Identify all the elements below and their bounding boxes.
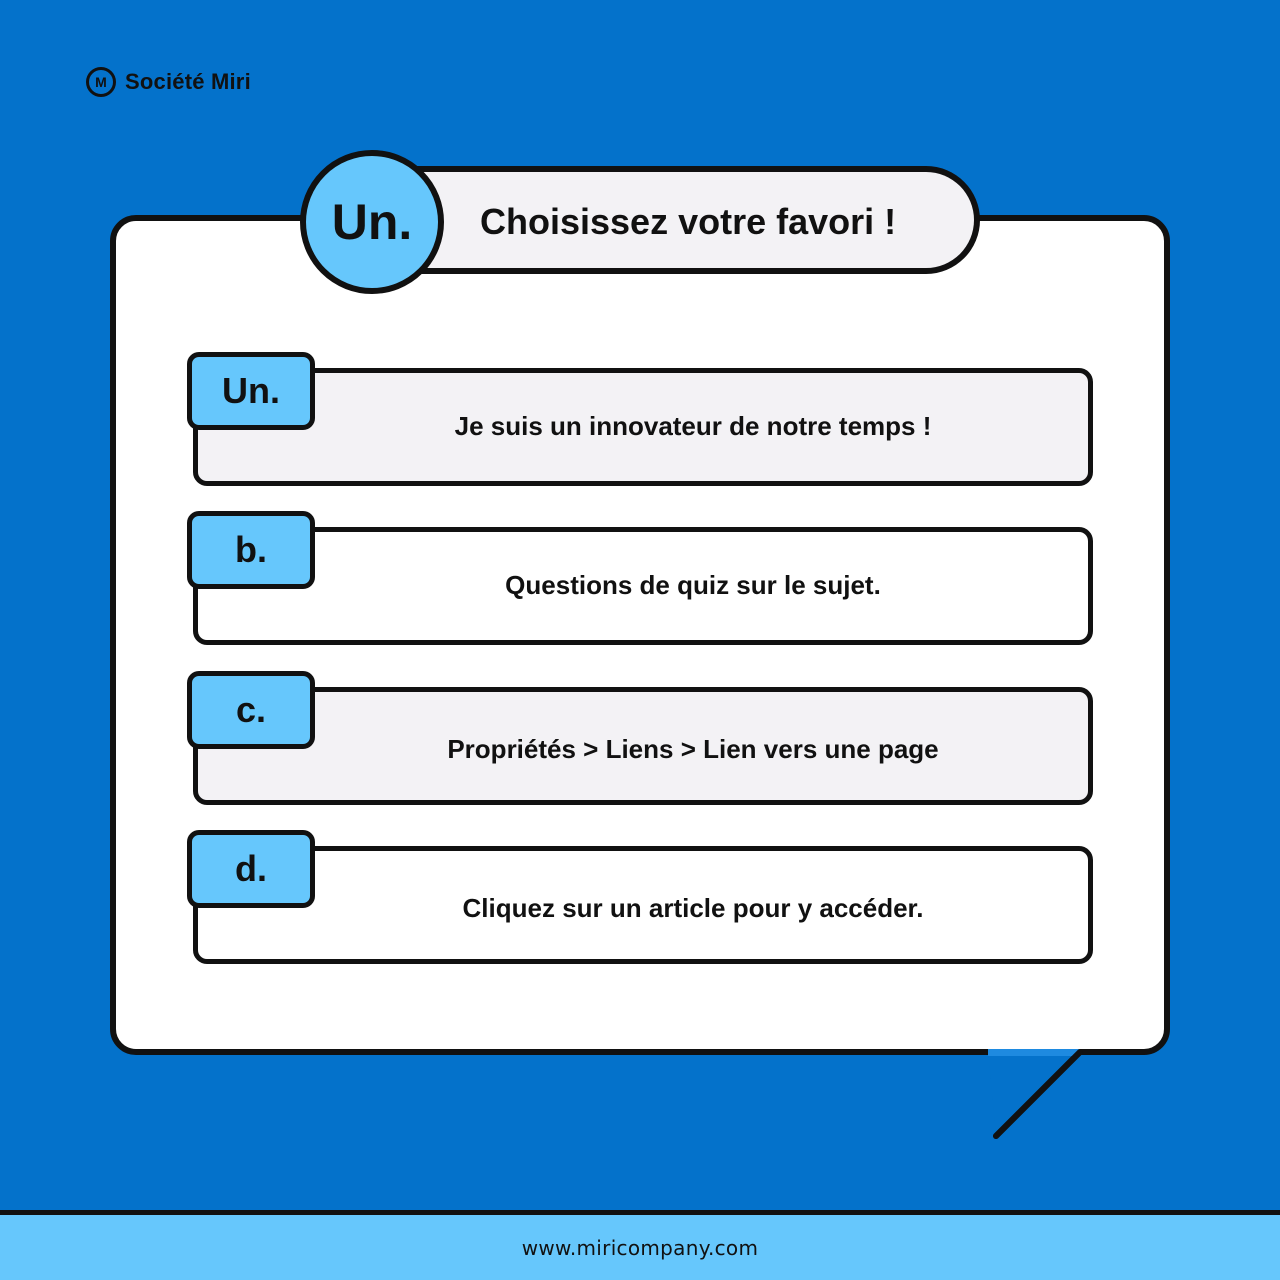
option-label-tab: d. [187, 830, 315, 908]
brand [86, 67, 251, 97]
footer-url[interactable]: www.miricompany.com [521, 1235, 759, 1260]
option-text: Questions de quiz sur le sujet. [505, 570, 881, 600]
option-c[interactable] [193, 679, 1093, 805]
brand-name: Société Miri [125, 69, 251, 94]
brand-logo-icon: M [86, 67, 116, 97]
option-text: Propriétés > Liens > Lien vers une page [447, 734, 939, 764]
option-label-tab: c. [187, 671, 315, 749]
footer [0, 1210, 1280, 1280]
option-text: Je suis un innovateur de notre temps ! [454, 411, 932, 441]
option-label-tab: Un. [187, 352, 315, 430]
question-title: Choisissez votre favori ! [480, 201, 897, 242]
option-text: Cliquez sur un article pour y accéder. [462, 893, 924, 923]
option-label-tab: b. [187, 511, 315, 589]
option-d[interactable] [193, 838, 1093, 964]
question-number-badge: Un. [300, 150, 444, 294]
option-a[interactable] [193, 360, 1093, 486]
option-b[interactable] [193, 519, 1093, 645]
